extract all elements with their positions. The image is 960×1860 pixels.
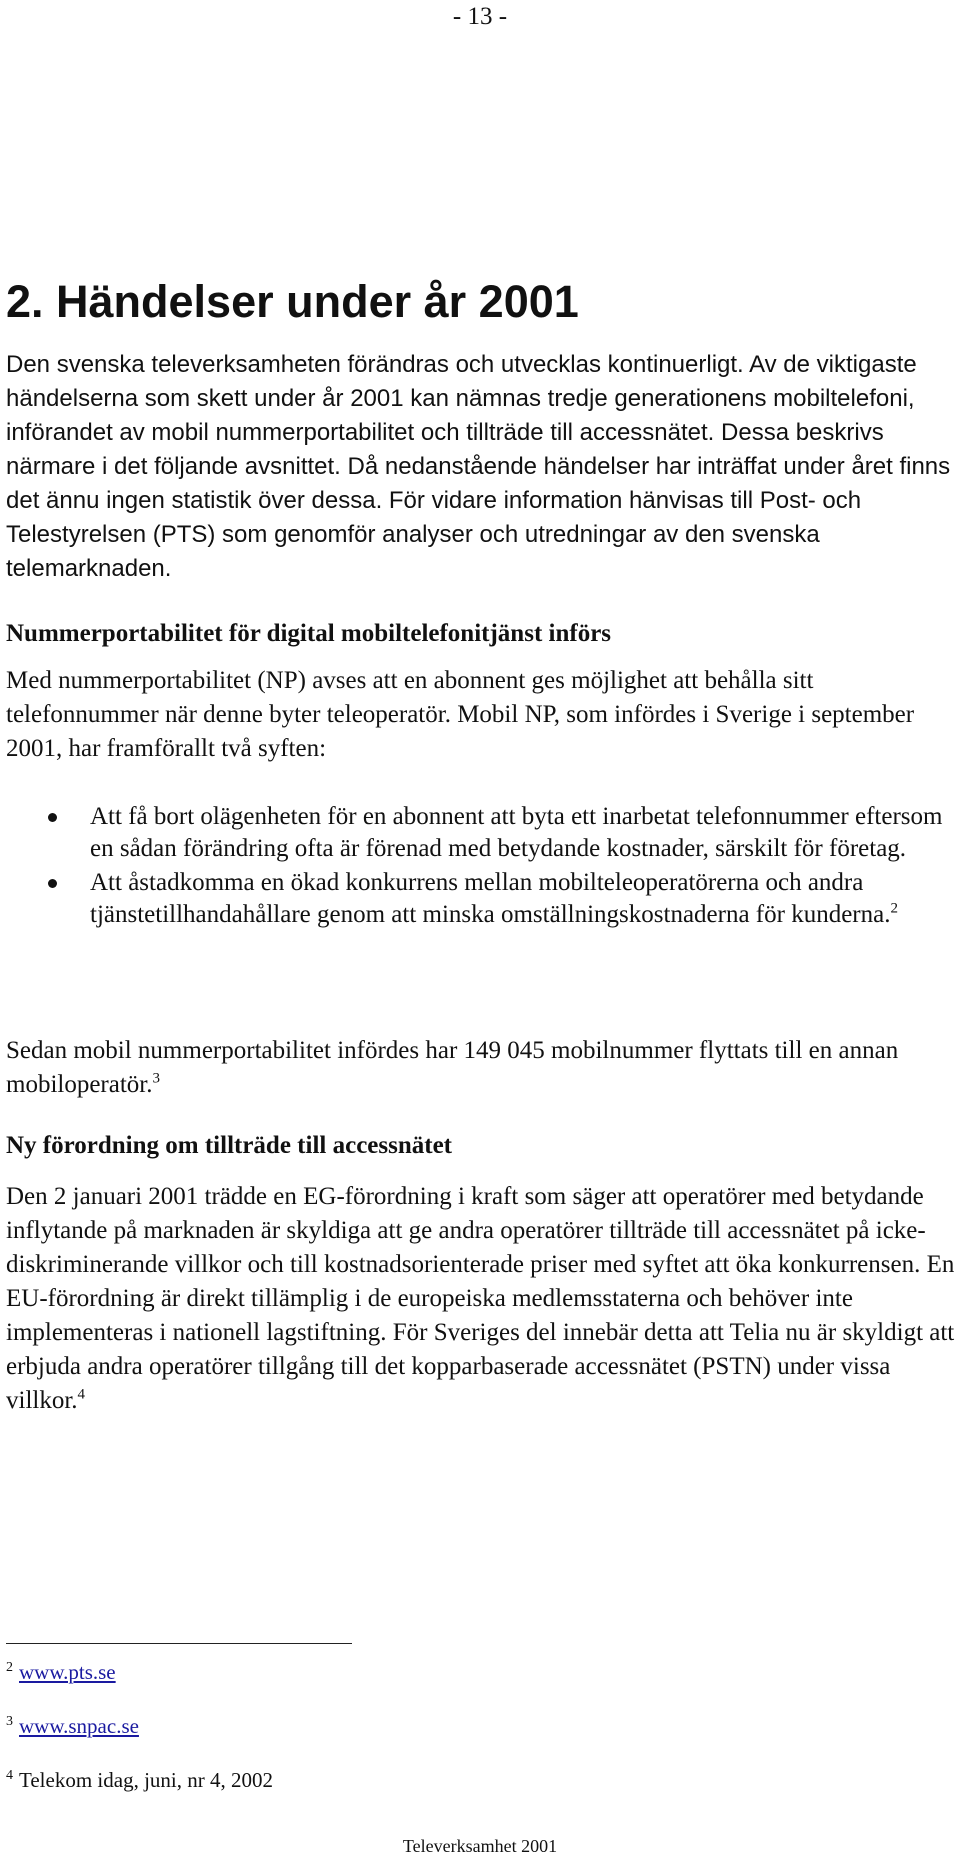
closing-text: Sedan mobil nummerportabilitet infördes har 149 045 mobilnummer flyttats till en annan mobiloperatör. bbox=[6, 1037, 899, 1098]
bullet-icon bbox=[48, 879, 57, 888]
intro-paragraph: Den svenska televerksamheten förändras och utvecklas kontinuerligt. Av de viktigaste händelserna som skett under år 2001 kan nämnas tredje generationens mobiltelefoni, införandet av mobil nummerportabilitet och tillträde till accessnätet. Dessa beskrivs närmare i det följande avsnittet. Då nedanstående händelser har inträffat under året finns det ännu ingen statistik över dessa. För vidare information hänvisas till Post- och Telestyrelsen (PTS) som genomför analyser och utredningar av den svenska telemarknaden. bbox=[6, 351, 951, 582]
chapter-title: 2. Händelser under år 2001 bbox=[6, 276, 579, 327]
section1-paragraph: Med nummerportabilitet (NP) avses att en abonnent ges möjlighet att behålla sitt telefonnummer när denne byter teleoperatör. Mobil NP, som infördes i Sverige i september 2001, har framförallt två syften: bbox=[6, 667, 915, 762]
section-heading-access-network: Ny förordning om tillträde till accessnätet bbox=[6, 1132, 452, 1159]
footnote-number: 2 bbox=[6, 1660, 13, 1675]
footnote-link-snpac[interactable]: www.snpac.se bbox=[19, 1714, 139, 1738]
list-item-text: Att åstadkomma en ökad konkurrens mellan mobilteleoperatörerna och andra tjänstetillhandahållare genom att minska omställningskostnaderna för kunderna. bbox=[90, 869, 891, 928]
footnote-2 bbox=[6, 1659, 116, 1685]
section-heading-number-portability: Nummerportabilitet för digital mobiltelefonitjänst införs bbox=[6, 620, 612, 647]
footnote-text: Telekom idag, juni, nr 4, 2002 bbox=[19, 1768, 273, 1792]
footnote-ref[interactable]: 2 bbox=[890, 900, 898, 917]
bullet-icon bbox=[48, 813, 57, 822]
footnote-number: 4 bbox=[6, 1768, 13, 1783]
list-item bbox=[0, 867, 960, 931]
footnote-ref[interactable]: 3 bbox=[152, 1070, 160, 1087]
list-item-text: Att få bort olägenheten för en abonnent att byta ett inarbetat telefonnummer eftersom en sådan förändring ofta är förenad med betydande kostnader, särskilt för företag. bbox=[90, 803, 943, 862]
list-item bbox=[0, 801, 960, 865]
section1-closing bbox=[6, 1034, 956, 1102]
page-number: - 13 - bbox=[452, 3, 508, 30]
footnote-ref[interactable]: 4 bbox=[77, 1386, 86, 1403]
section2-text: Den 2 januari 2001 trädde en EG-förordning i kraft som säger att operatörer med betydande inflytande på marknaden är skyldiga att ge andra operatörer tillträde till accessnätet på icke-diskriminerande villkor och till kostnadsorienterade priser med syftet att öka konkurrensen. En EU-förordning är direkt tillämplig i de europeiska medlemsstaterna och behöver inte implementeras i nationell lagstiftning. För Sveriges del innebär detta att Telia nu är skyldigt att erbjuda andra operatörer tillgång till det kopparbaserade accessnätet (PSTN) under vissa villkor. bbox=[6, 1183, 955, 1414]
page-footer: Televerksamhet 2001 bbox=[402, 1836, 558, 1856]
footnote-link-pts[interactable]: www.pts.se bbox=[19, 1660, 116, 1684]
footnote-4 bbox=[6, 1767, 273, 1793]
footnote-number: 3 bbox=[6, 1714, 13, 1729]
footnote-divider bbox=[6, 1643, 352, 1644]
footnote-3 bbox=[6, 1713, 139, 1739]
purpose-list bbox=[0, 801, 960, 933]
section2-paragraph bbox=[6, 1180, 956, 1418]
